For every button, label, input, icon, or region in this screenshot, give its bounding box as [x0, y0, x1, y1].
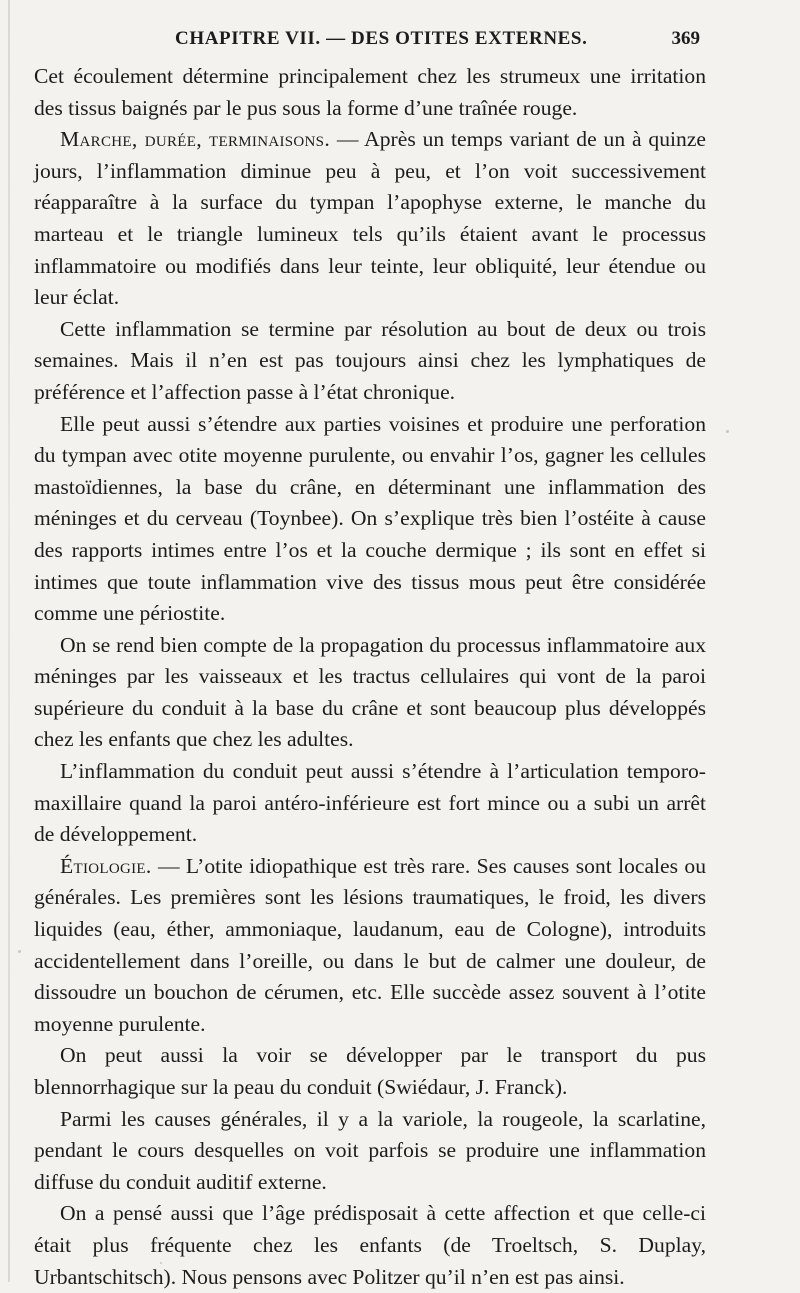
paper-speck: [726, 430, 729, 433]
paragraph-text: On se rend bien compte de la propagation du processus inflammatoire aux méninges par les vaisseaux et les tractus cellulaires qui vont de la paroi supérieure du conduit à la base du crâne et sont beaucoup plus développés chez les enfants que chez les adultes.: [34, 632, 706, 752]
paragraph-text: On a pensé aussi que l’âge prédisposait à cette affection et que celle-ci était plus fréquente chez les enfants (de Troeltsch, S. Duplay, Urbantschitsch). Nous pensons avec Politzer qu’il n’en est pas ainsi.: [34, 1201, 706, 1289]
running-title: CHAPITRE VII. — DES OTITES EXTERNES.: [175, 28, 588, 49]
section-heading: Étiologie.: [60, 853, 152, 878]
page-gutter: [8, 0, 10, 1282]
paragraph-text: — L’otite idiopathique est très rare. Ses causes sont locales ou générales. Les premières sont les lésions traumatiques, le froid, les divers liquides (eau, éther, ammoniaque, laudanum, eau de Cologne), introduits accidentellement dans l’oreille, ou dans le but de calmer une douleur, de dissoudre un bouchon de cérumen, etc. Elle succède assez souvent à l’otite moyenne purulente.: [34, 853, 706, 1036]
paragraph-text: On peut aussi la voir se développer par le transport du pus blennorrhagique sur la peau du conduit (Swiédaur, J. Franck).: [34, 1043, 706, 1099]
paragraph-text: Cette inflammation se termine par résolution au bout de deux ou trois semaines. Mais il n’en est pas toujours ainsi chez les lymphatiques de préférence et l’affection passe à l’état chronique.: [34, 316, 706, 404]
section-heading: Marche, durée, terminaisons.: [60, 127, 331, 152]
paragraph: [34, 61, 706, 124]
paragraph-text: Cet écoulement détermine principalement chez les strumeux une irritation des tissus baignés par le pus sous la forme d’une traînée rouge.: [34, 64, 706, 120]
paragraph: [34, 314, 706, 409]
paper-speck: [18, 950, 21, 953]
paragraph-text: L’inflammation du conduit peut aussi s’étendre à l’articulation temporo-maxillaire quand la paroi antéro-inférieure est fort mince ou a subi un arrêt de développement.: [34, 759, 706, 847]
paragraph: [34, 1198, 706, 1293]
running-header: [0, 28, 800, 54]
body-text: [34, 61, 706, 1293]
paragraph: [34, 851, 706, 1041]
paragraph: [34, 124, 706, 314]
paragraph: [34, 409, 706, 630]
paragraph: [34, 630, 706, 756]
paragraph: [34, 756, 706, 851]
page-number: 369: [671, 28, 700, 49]
paper-speck: [160, 1262, 162, 1264]
paragraph-text: — Après un temps variant de un à quinze jours, l’inflammation diminue peu à peu, et l’on voit successivement réapparaître à la surface du tympan l’apophyse externe, le manche du marteau et le triangle lumineux tels qu’ils étaient avant le processus inflammatoire ou modifiés dans leur teinte, leur obliquité, leur étendue ou leur éclat.: [34, 127, 706, 310]
paragraph: [34, 1040, 706, 1103]
paragraph-text: Parmi les causes générales, il y a la variole, la rougeole, la scarlatine, pendant le cours desquelles on voit parfois se produire une inflammation diffuse du conduit auditif externe.: [34, 1106, 706, 1194]
paragraph: [34, 1104, 706, 1199]
paragraph-text: Elle peut aussi s’étendre aux parties voisines et produire une perforation du tympan avec otite moyenne purulente, ou envahir l’os, gagner les cellules mastoïdiennes, la base du crâne, en déterminant une inflammation des méninges et du cerveau (Toynbee). On s’explique très bien l’ostéite à cause des rapports intimes entre l’os et la couche dermique ; ils sont en effet si intimes que toute inflammation vive des tissus mous peut être considérée comme une périostite.: [34, 411, 706, 626]
